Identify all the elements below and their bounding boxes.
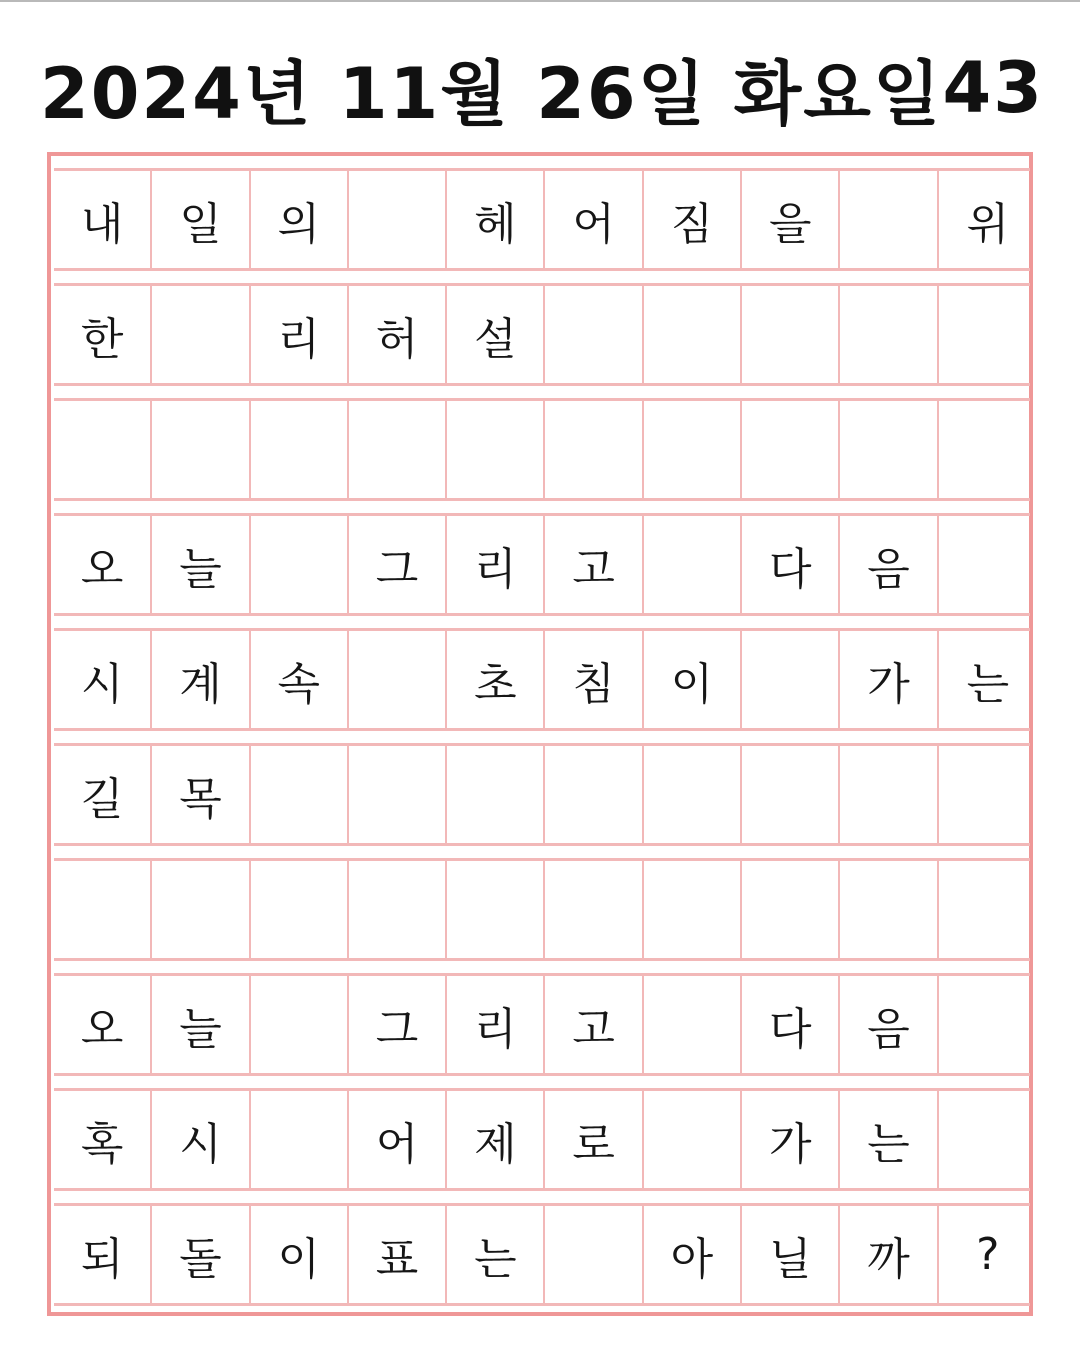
- grid-cell: 제: [447, 1091, 545, 1188]
- grid-cell: [644, 1091, 742, 1188]
- grid-cell: 초: [447, 631, 545, 728]
- grid-cell: 가: [840, 631, 938, 728]
- grid-cell: [251, 746, 349, 843]
- top-edge-rule: [0, 0, 1080, 2]
- grid-cell: ?: [976, 1229, 1000, 1280]
- grid-cell: [939, 976, 1037, 1073]
- grid-cell: 음: [840, 976, 938, 1073]
- grid-cell: 그: [349, 516, 447, 613]
- grid-cell: [939, 861, 1037, 958]
- grid-cell: 일: [152, 171, 250, 268]
- grid-cell: 이: [251, 1206, 349, 1303]
- grid-cell: 설: [447, 286, 545, 383]
- grid-cell: 리: [251, 286, 349, 383]
- diary-date: 2024년 11월 26일 화요일: [40, 52, 943, 135]
- grid-cell: [447, 401, 545, 498]
- grid-cell: 어: [349, 1091, 447, 1188]
- grid-cell: 는: [966, 658, 1010, 710]
- grid-cell: [840, 861, 938, 958]
- grid-cell: [349, 401, 447, 498]
- grid-cell: 리: [447, 976, 545, 1073]
- grid-cell: 목: [152, 746, 250, 843]
- grid-cell: [840, 746, 938, 843]
- grid-cell: [545, 1206, 643, 1303]
- grid-cell: [742, 286, 840, 383]
- grid-cell: 고: [545, 516, 643, 613]
- grid-cell: 고: [545, 976, 643, 1073]
- grid-row: [54, 628, 1030, 731]
- grid-cell: [349, 171, 447, 268]
- grid-cell: [152, 861, 250, 958]
- grid-cell: 시: [54, 631, 152, 728]
- grid-cell: [545, 401, 643, 498]
- grid-row: [54, 1088, 1030, 1191]
- grid-row: [54, 1203, 1030, 1306]
- grid-cell: [644, 861, 742, 958]
- grid-cell: 길: [54, 746, 152, 843]
- grid-cell: 허: [349, 286, 447, 383]
- grid-cell: [939, 516, 1037, 613]
- grid-cell: [939, 1091, 1037, 1188]
- grid-cell: [840, 171, 938, 268]
- grid-cell: [742, 746, 840, 843]
- grid-cell: [742, 631, 840, 728]
- grid-cell: 까: [840, 1206, 938, 1303]
- grid-cell: 헤: [447, 171, 545, 268]
- grid-cell: 위: [966, 198, 1010, 250]
- grid-cell: [349, 631, 447, 728]
- grid-cell: [939, 746, 1037, 843]
- grid-row: [54, 398, 1030, 501]
- diary-header: [40, 38, 1044, 138]
- grid-cell: 되: [54, 1206, 152, 1303]
- grid-cell: 늘: [152, 516, 250, 613]
- grid-cell: 돌: [152, 1206, 250, 1303]
- grid-cell: [939, 286, 1037, 383]
- grid-cell: 그: [349, 976, 447, 1073]
- grid-cell: [349, 861, 447, 958]
- grid-cell: 리: [447, 516, 545, 613]
- grid-cell: [152, 401, 250, 498]
- grid-cell: [251, 401, 349, 498]
- grid-cell: 다: [742, 516, 840, 613]
- grid-cell: [251, 976, 349, 1073]
- grid-cell: [545, 861, 643, 958]
- grid-cell: [742, 861, 840, 958]
- grid-cell: 닐: [742, 1206, 840, 1303]
- grid-row: [54, 168, 1030, 271]
- grid-row: [54, 513, 1030, 616]
- grid-cell: 의: [251, 171, 349, 268]
- grid-cell: 침: [545, 631, 643, 728]
- grid-row: [54, 858, 1030, 961]
- grid-cell: 어: [545, 171, 643, 268]
- grid-cell: [545, 286, 643, 383]
- grid-cell: 내: [54, 171, 152, 268]
- grid-cell: 을: [742, 171, 840, 268]
- grid-cell: 이: [644, 631, 742, 728]
- grid-cell: [251, 861, 349, 958]
- grid-cell: [644, 286, 742, 383]
- grid-cell: [644, 976, 742, 1073]
- grid-cell: [447, 861, 545, 958]
- grid-row: [54, 743, 1030, 846]
- grid-cell: 표: [349, 1206, 447, 1303]
- grid-cell: 혹: [54, 1091, 152, 1188]
- manuscript-grid-paper: [47, 152, 1033, 1316]
- grid-cell: 짐: [644, 171, 742, 268]
- entry-number: 43: [942, 47, 1044, 129]
- grid-cell: 아: [644, 1206, 742, 1303]
- grid-cell: [939, 401, 1037, 498]
- grid-row: [54, 973, 1030, 1076]
- grid-cell: [840, 286, 938, 383]
- grid-cell: [742, 401, 840, 498]
- grid-cell: [152, 286, 250, 383]
- grid-cell: [349, 746, 447, 843]
- grid-cell: 로: [545, 1091, 643, 1188]
- grid-cell: [251, 516, 349, 613]
- grid-cell: [54, 401, 152, 498]
- grid-cell: 계: [152, 631, 250, 728]
- grid-cell: 늘: [152, 976, 250, 1073]
- grid-cell: [644, 516, 742, 613]
- grid-cell: [251, 1091, 349, 1188]
- grid-cell: [644, 401, 742, 498]
- grid-cell: 한: [54, 286, 152, 383]
- grid-cell: 는: [447, 1206, 545, 1303]
- grid-cell: [447, 746, 545, 843]
- grid-cell: 는: [840, 1091, 938, 1188]
- grid-cell: [840, 401, 938, 498]
- grid-cell: [644, 746, 742, 843]
- grid-cell: [545, 746, 643, 843]
- grid-cell: 시: [152, 1091, 250, 1188]
- grid-cell: [54, 861, 152, 958]
- grid-cell: 오: [54, 976, 152, 1073]
- grid-cell: 속: [251, 631, 349, 728]
- grid-cell: 음: [840, 516, 938, 613]
- grid-cell: 오: [54, 516, 152, 613]
- grid-row: [54, 283, 1030, 386]
- grid-cell: 가: [742, 1091, 840, 1188]
- grid-cell: 다: [742, 976, 840, 1073]
